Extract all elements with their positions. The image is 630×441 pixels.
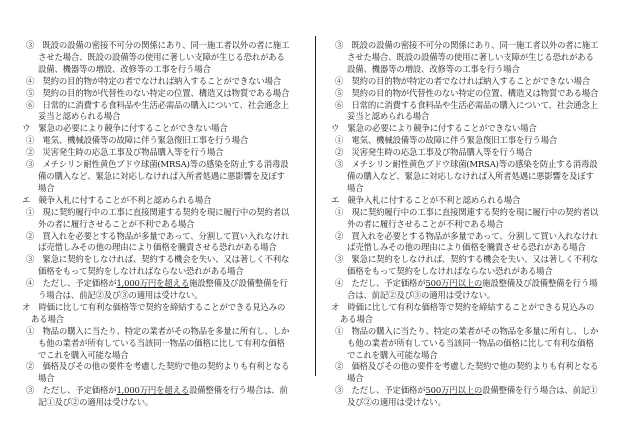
list-item: ⑥ 日常的に消費する食料品や生活必需品の購入について、社会通念上妥当と認められる場合 (26, 99, 289, 122)
left-column-old-text (22, 40, 292, 409)
list-item: ② 価格及びその他の要件を考慮した契約で他の契約よりも有利となる場合 (26, 361, 290, 384)
list-item: ① 電気、機械設備等の故障に伴う緊急復旧工事を行う場合 (335, 135, 558, 146)
section-heading: オ 時価に比して有利な価格等で契約を締結することができる見込みのある場合 (22, 301, 286, 324)
list-item: ④ 契約の目的物が特定の者でなければ納入することができない場合 (335, 75, 590, 86)
list-item: ① 現に契約履行中の工事に直接関連する契約を現に履行中の契約者以外の者に履行させることが不利である場合 (26, 206, 290, 229)
list-item: ③ 既設の設備の密接不可分の関係にあり、同一施工者以外の者に施工させた場合、既設の設備等の使用に著しい支障が生じる恐れがある設備、機器等の増設、改修等の工事を行う場合 (26, 40, 290, 74)
list-item: ② 災害発生時の応急工事及び物品購入等を行う場合 (26, 147, 224, 158)
column-divider (315, 36, 316, 376)
underlined-amount: 1,000万円を超える (116, 385, 190, 396)
list-item: ⑥ 日常的に消費する食料品や生活必需品の購入について、社会通念上妥当と認められる場合 (335, 99, 598, 122)
text-run: 設備整備を行う場合は、前記①及び②の適用は受けない。 (347, 385, 598, 408)
section-heading: ウ 緊急の必要により競争に付することができない場合 (331, 123, 537, 134)
text-run: 施設整備及び設備整備を行う場合は、前記②及び③の適用は受けない。 (347, 278, 598, 301)
list-item: ① 物品の購入に当たり、特定の業者がその物品を多量に所有し、しかも他の業者が所有している当該同一物品の価格に比して有利な価格でこれを購入可能な場合 (26, 325, 290, 360)
text-run: ③ ただし、予定価格が (335, 385, 426, 396)
text-run: ③ ただし、予定価格が (26, 385, 117, 396)
list-item: ⑤ 契約の目的物が代替性のない特定の位置、構造又は物質である場合 (26, 87, 290, 98)
list-item: ⑤ 契約の目的物が代替性のない特定の位置、構造又は物質である場合 (335, 87, 599, 98)
section-heading: オ 時価に比して有利な価格等で契約を締結することができる見込みのある場合 (331, 301, 595, 324)
text-run: 設備整備を行う場合は、前記①及び②の適用は受けない。 (38, 385, 288, 408)
list-item (22, 278, 292, 302)
section-heading: ウ 緊急の必要により競争に付することができない場合 (22, 123, 228, 134)
right-column-new-text (331, 40, 601, 409)
list-item: ④ 契約の目的物が特定の者でなければ納入することができない場合 (26, 75, 281, 86)
list-item: ② 買入れを必要とする物品が多量であって、分割して買い入れなければ売惜しみその他の理由により価格を騰貴させる恐れがある場合 (26, 230, 289, 253)
underlined-amount: 500万円以上の (425, 278, 483, 289)
list-item: ① 物品の購入に当たり、特定の業者がその物品を多量に所有し、しかも他の業者が所有している当該同一物品の価格に比して有利な価格でこれを購入可能な場合 (335, 325, 599, 360)
section-heading: エ 競争入札に付することが不利と認められる場合 (22, 194, 212, 205)
list-item: ③ 既設の設備の密接不可分の関係にあり、同一施工者以外の者に施工させた場合、既設の設備等の使用に著しい支障が生じる恐れがある設備、機器等の増設、改修等の工事を行う場合 (335, 40, 599, 74)
list-item: ② 買入れを必要とする物品が多量であって、分割して買い入れなければ売惜しみその他の理由により価格を騰貴させる恐れがある場合 (335, 230, 598, 253)
list-item: ① 現に契約履行中の工事に直接関連する契約を現に履行中の契約者以外の者に履行させることが不利である場合 (335, 206, 599, 229)
text-run: ④ ただし、予定価格が (26, 278, 117, 289)
list-item: ② 災害発生時の応急工事及び物品購入等を行う場合 (335, 147, 533, 158)
text-run: 施設整備及び設備整備を行う場合は、前記②及び③の適用は受けない。 (38, 278, 288, 301)
list-item: ③ 緊急に契約をしなければ、契約する機会を失い、又は著しく不利な価格をもって契約をしなければならない恐れがある場合 (26, 254, 290, 277)
list-item (22, 385, 292, 409)
list-item: ③ 緊急に契約をしなければ、契約する機会を失い、又は著しく不利な価格をもって契約をしなければならない恐れがある場合 (335, 254, 599, 277)
underlined-amount: 500万円以上の (425, 385, 483, 396)
list-item: ③ メチシリン耐性黄色ブドウ球菌(MRSA)等の感染を防止する消毒設備の購入など、緊急に対応しなければ入所者処遇に悪影響を及ぼす場合 (335, 159, 598, 193)
list-item: ③ メチシリン耐性黄色ブドウ球菌(MRSA)等の感染を防止する消毒設備の購入など、緊急に対応しなければ入所者処遇に悪影響を及ぼす場合 (26, 159, 289, 193)
list-item: ① 電気、機械設備等の故障に伴う緊急復旧工事を行う場合 (26, 135, 249, 146)
list-item: ② 価格及びその他の要件を考慮した契約で他の契約よりも有利となる場合 (335, 361, 599, 384)
underlined-amount: 1,000万円を超える (116, 278, 190, 289)
section-heading: エ 競争入札に付することが不利と認められる場合 (331, 194, 521, 205)
text-run: ④ ただし、予定価格が (335, 278, 426, 289)
list-item (331, 278, 601, 302)
list-item (331, 385, 601, 409)
